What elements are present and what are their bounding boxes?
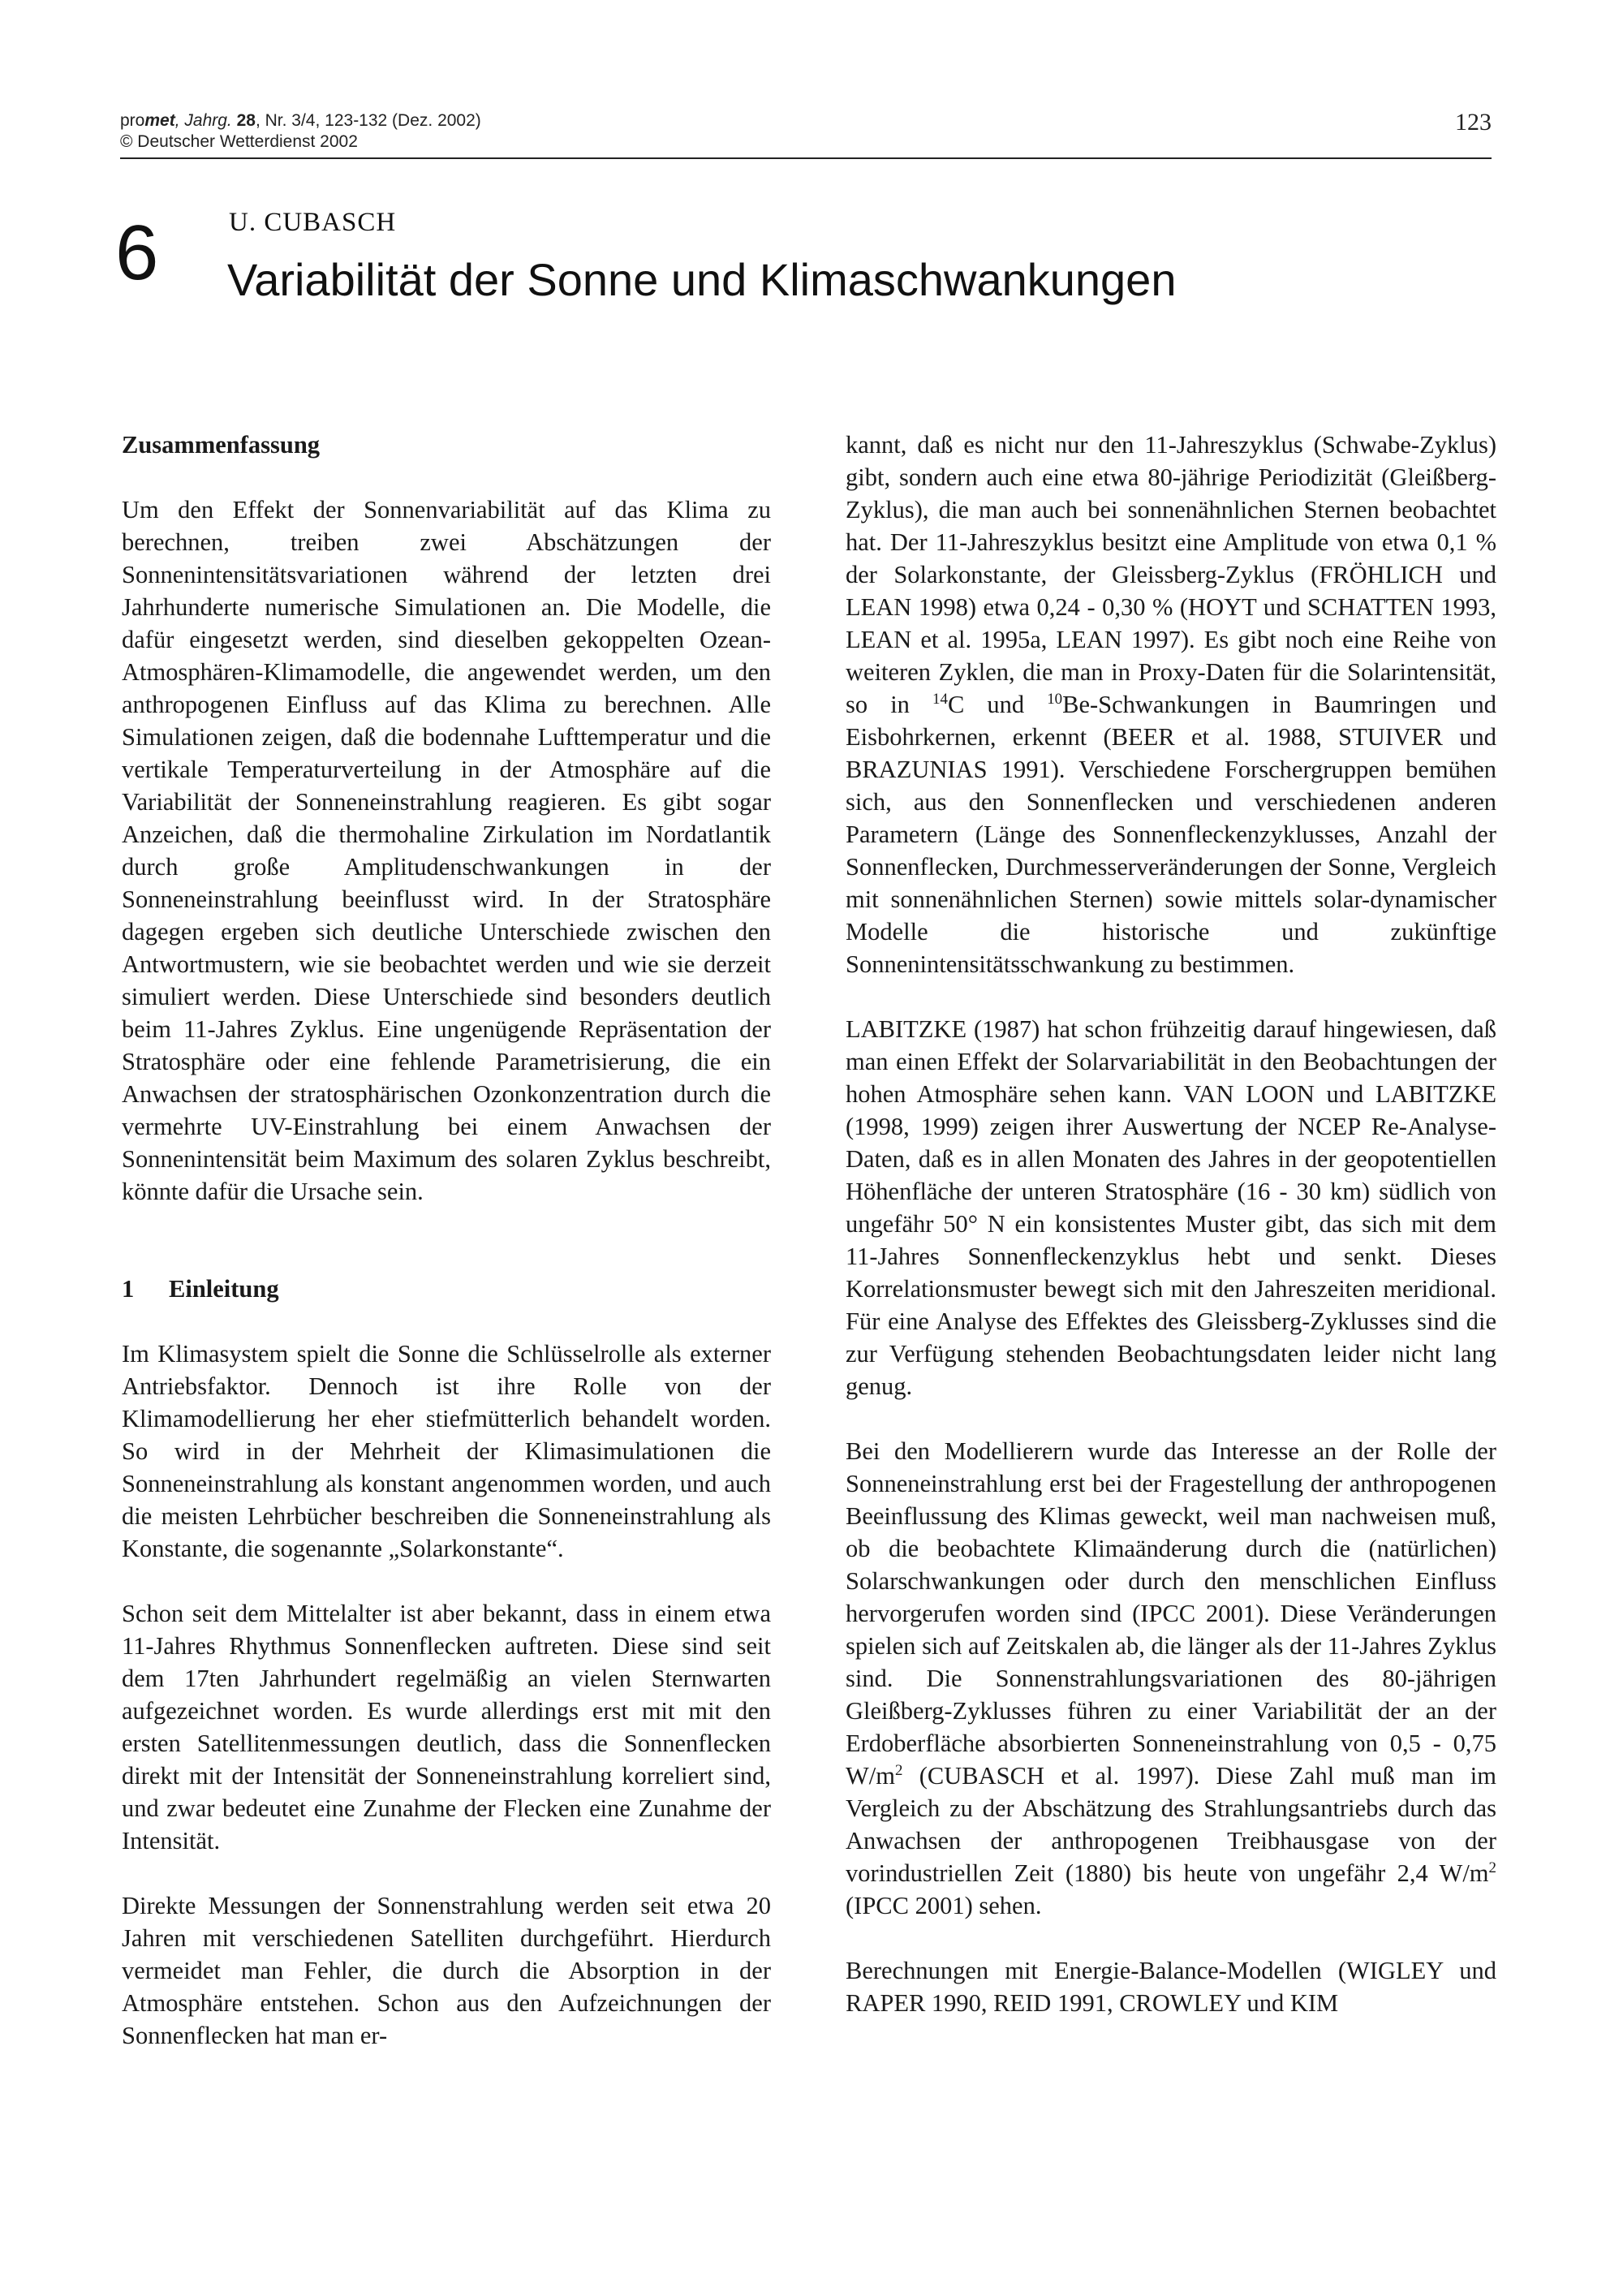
copyright-line: © Deutscher Wetterdienst 2002 xyxy=(120,132,358,151)
body-paragraph: Schon seit dem Mittelalter ist aber bekannt, dass in einem etwa 11-Jahres Rhythmus Sonnenflecken auftreten. Diese sind seit dem 17ten Jahrhundert regelmäßig an vielen Sternwarten aufgezeichnet worden. Es wurde allerdings erst mit mit den ersten Satellitenmessungen deutlich, dass die Sonnenflecken direkt mit der Intensität der Sonneneinstrahlung korreliert sind, und zwar bedeutet eine Zunahme der Flecken eine Zunahme der Intensität. xyxy=(122,1600,771,1854)
chapter-number: 6 xyxy=(115,209,159,296)
body-paragraph: LABITZKE (1987) hat schon frühzeitig darauf hingewiesen, daß man einen Effekt der Solarvariabilität in den Beobachtungen der hohen Atmosphäre sehen kann. VAN LOON und LABITZKE (1998, 1999) zeigen ihrer Auswertung der NCEP Re-Analyse-Daten, daß es in allen Monaten des Jahres in der geopotentiellen Höhenfläche der unteren Stratosphäre (16 - 30 km) südlich von ungefähr 50° N ein konsistentes Muster gibt, das sich mit dem 11-Jahres Sonnenfleckenzyklus hebt und senkt. Dieses Korrelationsmuster bewegt sich mit den Jahreszeiten meridional. Für eine Analyse des Effektes des Gleissberg-Zyklusses sind die zur Verfügung stehenden Beobachtungsdaten leider nicht lang genug. xyxy=(846,1015,1496,1400)
body-paragraph: Bei den Modellierern wurde das Interesse an der Rolle der Sonneneinstrahlung erst bei der Fragestellung der anthropogenen Beeinflussung des Klimas geweckt, weil man nachweisen muß, ob die beobachtete Klimaänderung durch die (natürlichen) Solarschwankungen oder durch den menschlichen Einfluss hervorgerufen worden sind (IPCC 2001). Diese Veränderungen spielen sich auf Zeitskalen ab, die länger als der 11-Jahres Zyklus sind. Die Sonnenstrahlungsvariationen des 80-jährigen Gleißberg-Zyklusses führen zu einer Variabilität der an der Erdoberfläche absorbierten Sonneneinstrahlung von 0,5 - 0,75 $W/m^2$ (CUBASCH et al. 1997). Diese Zahl muß man im Vergleich zu der Abschätzung des Strahlungsantriebs durch das Anwachsen der anthropogenen Treibhausgase von der vorindustriellen Zeit (1880) bis heute von ungefähr 2,4 $W/m^2$ (IPCC 2001) sehen. xyxy=(846,1437,1496,1919)
journal-citation xyxy=(120,110,481,153)
section-title: Einleitung xyxy=(169,1275,279,1303)
left-column xyxy=(122,429,771,2084)
body-paragraph: Im Klimasystem spielt die Sonne die Schlüsselrolle als externer Antriebsfaktor. Dennoch ist ihre Rolle von der Klimamodellierung her eher stiefmütterlich behandelt worden. So wird in der Mehrheit der Klimasimulationen die Sonneneinstrahlung als konstant angenommen worden, und auch die meisten Lehrbücher beschreiben die Sonneneinstrahlung als Konstante, die sogenannte „Solarkonstante“. xyxy=(122,1340,771,1562)
summary-heading: Zusammenfassung xyxy=(122,431,321,459)
body-paragraph: Direkte Messungen der Sonnenstrahlung werden seit etwa 20 Jahren mit verschiedenen Satelliten durchgeführt. Hierdurch vermeidet man Fehler, die durch die Absorption in der Atmosphäre entstehen. Schon aus den Aufzeichnungen der Sonnenflecken hat man er- xyxy=(122,1892,771,2049)
author: U. CUBASCH xyxy=(229,208,397,237)
body-paragraph: kannt, daß es nicht nur den 11-Jahreszyklus (Schwabe-Zyklus) gibt, sondern auch eine etwa 80-jährige Periodizität (Gleißberg-Zyklus), die man auch bei sonnenähnlichen Sternen beobachtet hat. Der 11-Jahreszyklus besitzt eine Amplitude von etwa 0,1 % der Solarkonstante, der Gleissberg-Zyklus (FRÖHLICH und LEAN 1998) etwa 0,24 - 0,30 % (HOYT und SCHATTEN 1993, LEAN et al. 1995a, LEAN 1997). Es gibt noch eine Reihe von weiteren Zyklen, die man in Proxy-Daten für die Solarintensität, so in $^{14}$C und $^{10}$Be-Schwankungen in Baumringen und Eisbohrkernen, erkennt (BEER et al. 1988, STUIVER und BRAZUNIAS 1991). Verschiedene Forschergruppen bemühen sich, aus den Sonnenflecken und verschiedenen anderen Parametern (Länge des Sonnenfleckenzyklusses, Anzahl der Sonnenflecken, Durchmesserveränderungen der Sonne, Vergleich mit sonnenähnlichen Sternen) sowie mittels solar-dynamischer Modelle die historische und zukünftige Sonnenintensitätsschwankung zu bestimmen. xyxy=(846,431,1497,978)
body-paragraph: Berechnungen mit Energie-Balance-Modellen (WIGLEY und RAPER 1990, REID 1991, CROWLEY und KIM xyxy=(846,1957,1496,2017)
page-number: 123 xyxy=(1455,109,1492,136)
journal-line: promet, Jahrg. 28, Nr. 3/4, 123-132 (Dez. 2002) xyxy=(120,111,481,130)
running-header xyxy=(120,107,1492,159)
right-column xyxy=(846,429,1496,2052)
summary-paragraph: Um den Effekt der Sonnenvariabilität auf das Klima zu berechnen, treiben zwei Abschätzungen der Sonnenintensitätsvariationen während der letzten drei Jahrhunderte numerische Simulationen an. Die Modelle, die dafür eingesetzt werden, sind dieselben gekoppelten Ozean-Atmosphären-Klimamodelle, die angewendet werden, um den anthropogenen Einfluss auf das Klima zu berechnen. Alle Simulationen zeigen, daß die bodennahe Lufttemperatur und die vertikale Temperaturverteilung in der Atmosphäre auf die Variabilität der Sonneneinstrahlung reagieren. Es gibt sogar Anzeichen, daß die thermohaline Zirkulation im Nordatlantik durch große Amplitudenschwankungen in der Sonneneinstrahlung beeinflusst wird. In der Stratosphäre dagegen ergeben sich deutliche Unterschiede zwischen den Antwortmustern, wie sie beobachtet werden und wie sie derzeit simuliert werden. Diese Unterschiede sind besonders deutlich beim 11-Jahres Zyklus. Eine ungenügende Repräsentation der Stratosphäre oder eine fehlende Parametrisierung, die ein Anwachsen der stratosphärischen Ozonkonzentration durch die vermehrte UV-Einstrahlung bei einem Anwachsen der Sonnenintensität beim Maximum des solaren Zyklus beschreibt, könnte dafür die Ursache sein. xyxy=(122,496,771,1205)
section-heading xyxy=(122,1273,771,1305)
article-title: Variabilität der Sonne und Klimaschwankungen xyxy=(227,254,1177,305)
section-number: 1 xyxy=(122,1275,135,1303)
